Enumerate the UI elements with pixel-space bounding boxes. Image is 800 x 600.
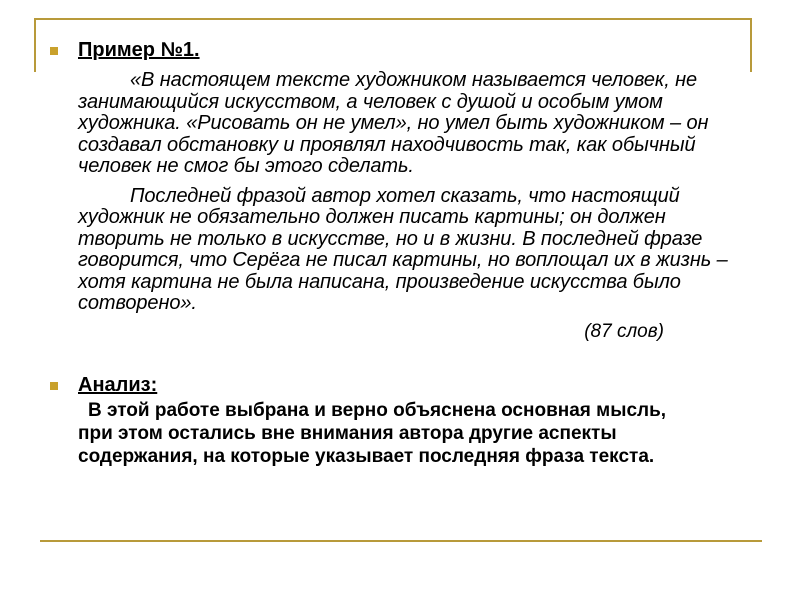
- bullet-square-icon: [50, 47, 58, 55]
- example-paragraph-1: «В настоящем тексте художником называется человек, не занимающийся искусством, а человек с душой и особым умом художника. «Рисовать он не умел», но умел быть художником – он создавал обстановку и проявлял находчивость так, как обычный человек не смог бы этого сделать.: [78, 69, 709, 177]
- analysis-section: [48, 373, 748, 468]
- analysis-text: В этой работе выбрана и верно объяснена основная мысль, при этом остались вне внимания автора другие аспекты содержания, на которые указывает последняя фраза текста.: [78, 399, 667, 467]
- top-decorative-rule: [34, 18, 752, 20]
- example-heading: Пример №1.: [78, 39, 200, 61]
- example-paragraph-2: Последней фразой автор хотел сказать, что настоящий художник не обязательно должен писать картины; он должен творить не только в искусстве, но и в жизни. В последней фразе говорится, что Серёга не писал картины, но воплощал их в жизнь – хотя картина не была написана, произведение искусства было сотворено».: [78, 184, 728, 314]
- left-decorative-rule: [34, 18, 36, 72]
- example-section: [48, 38, 748, 343]
- bottom-decorative-rule: [40, 540, 762, 542]
- word-count: (87 слов): [584, 320, 664, 342]
- right-decorative-rule: [750, 18, 752, 72]
- bullet-square-icon: [50, 382, 58, 390]
- analysis-heading: Анализ:: [78, 373, 158, 396]
- slide-content: [48, 38, 748, 468]
